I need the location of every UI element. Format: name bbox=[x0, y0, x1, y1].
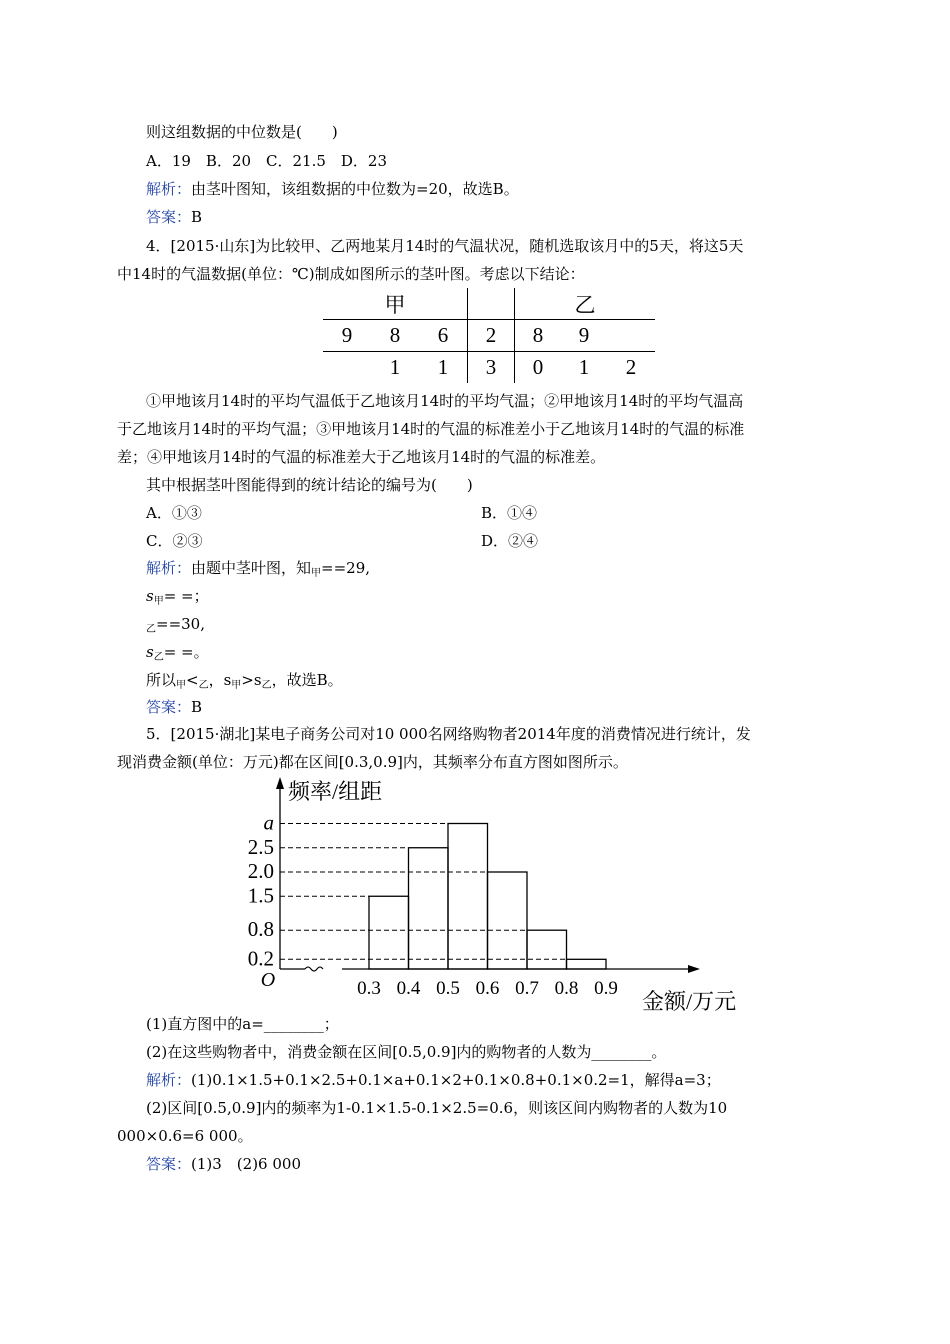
answer-label: 答案： bbox=[146, 208, 192, 226]
axis-break bbox=[305, 967, 323, 971]
subscript: 乙 bbox=[198, 680, 209, 691]
q4-analysis-3 bbox=[146, 614, 205, 637]
q4-line2: 中14时的气温数据(单位：℃)制成如图所示的茎叶图。考虑以下结论： bbox=[117, 265, 585, 283]
answer-text: B bbox=[191, 698, 203, 716]
y-tick-label: 1.5 bbox=[247, 883, 274, 908]
y-axis-title: 频率/组距 bbox=[288, 779, 383, 804]
histogram-bar bbox=[527, 930, 567, 969]
x-tick-label: 0.6 bbox=[475, 978, 500, 999]
q3-answer bbox=[146, 207, 202, 227]
y-tick-label: 0.8 bbox=[247, 917, 274, 942]
analysis-text: ==29, bbox=[321, 559, 371, 577]
leaf bbox=[607, 320, 655, 352]
text: 所以 bbox=[146, 671, 177, 689]
x-tick-label: 0.4 bbox=[396, 978, 421, 999]
q4-question: 其中根据茎叶图能得到的统计结论的编号为( ) bbox=[146, 476, 473, 494]
leaf: 1 bbox=[437, 355, 449, 379]
subscript: 甲 bbox=[231, 680, 242, 691]
q4-conclusion-2: 于乙地该月14时的平均气温；③甲地该月14时的气温的标准差小于乙地该月14时的气温的标准 bbox=[117, 420, 745, 438]
histogram-bar bbox=[409, 848, 449, 969]
leaf: 1 bbox=[578, 355, 590, 379]
stem: 3 bbox=[468, 352, 515, 384]
x-tick-label: 0.5 bbox=[436, 978, 460, 999]
analysis-text: (1)0.1×1.5+0.1×2.5+0.1×a+0.1×2+0.1×0.8+0.1×0.2=1，解得a=3； bbox=[191, 1071, 721, 1089]
analysis-text: = =； bbox=[163, 587, 209, 605]
option-d: D．②④ bbox=[481, 532, 539, 550]
leaf: 2 bbox=[625, 355, 637, 379]
y-axis-arrow bbox=[276, 777, 284, 789]
x-tick-label: 0.9 bbox=[594, 978, 618, 999]
x-axis-arrow bbox=[688, 965, 700, 973]
y-tick-label: a bbox=[263, 810, 274, 835]
analysis-label: 解析： bbox=[146, 1071, 192, 1089]
stem-leaf-row bbox=[323, 352, 655, 384]
leaf: 8 bbox=[532, 323, 544, 347]
q5-answer bbox=[146, 1154, 301, 1174]
analysis-text: ==30, bbox=[156, 615, 205, 633]
y-tick-label: 2.0 bbox=[247, 859, 274, 883]
q5-sub2: (2)在这些购物者中，消费金额在区间[0.5,0.9]内的购物者的人数为________。 bbox=[146, 1043, 667, 1061]
analysis-label: 解析： bbox=[146, 559, 192, 577]
subscript: 乙 bbox=[146, 624, 156, 635]
leaf bbox=[323, 352, 371, 384]
q4-conclusion-text bbox=[146, 670, 343, 693]
histogram-bar bbox=[369, 896, 409, 969]
q4-line1: 4．[2015·山东]为比较甲、乙两地某月14时的气温状况，随机选取该月中的5天，将这5天 bbox=[146, 237, 744, 255]
frequency-histogram bbox=[230, 775, 750, 1020]
subscript: 甲 bbox=[153, 596, 164, 607]
stem-leaf-table bbox=[323, 288, 655, 383]
analysis-text: s bbox=[146, 587, 154, 605]
text: ，s bbox=[208, 671, 232, 689]
q3-analysis bbox=[146, 179, 519, 199]
leaf: 9 bbox=[578, 323, 590, 347]
text: ，故选B。 bbox=[271, 671, 343, 689]
answer-label: 答案： bbox=[146, 1155, 192, 1173]
histogram-bar bbox=[448, 824, 488, 970]
option-b: B．①④ bbox=[481, 504, 538, 522]
analysis-label: 解析： bbox=[146, 180, 192, 198]
q5-sub1: (1)直方图中的a=________； bbox=[146, 1015, 339, 1033]
stem-leaf-row bbox=[323, 320, 655, 352]
histogram-bar bbox=[567, 959, 607, 969]
text: < bbox=[186, 671, 199, 689]
x-tick-label: 0.8 bbox=[554, 978, 579, 999]
q4-conclusion-1: ①甲地该月14时的平均气温低于乙地该月14时的平均气温；②甲地该月14时的平均气温高 bbox=[146, 392, 744, 410]
leaf: 0 bbox=[532, 355, 544, 379]
q4-answer bbox=[146, 697, 202, 717]
q4-conclusion-3: 差；④甲地该月14时的气温的标准差大于乙地该月14时的气温的标准差。 bbox=[117, 448, 606, 466]
q3-options: A．19 B．20 C．21.5 D．23 bbox=[146, 152, 388, 170]
text: >s bbox=[241, 671, 262, 689]
q5-analysis-2: (2)区间[0.5,0.9]内的频率为1-0.1×1.5-0.1×2.5=0.6，则该区间内购物者的人数为10 bbox=[146, 1099, 728, 1117]
leaf: 6 bbox=[437, 323, 449, 347]
header-jia: 甲 bbox=[384, 292, 406, 317]
subscript: 甲 bbox=[176, 680, 187, 691]
analysis-text: 由茎叶图知，该组数据的中位数为=20，故选B。 bbox=[191, 180, 519, 198]
answer-text: B bbox=[191, 208, 203, 226]
x-tick-label: 0.7 bbox=[515, 978, 539, 999]
stem: 2 bbox=[468, 320, 515, 352]
answer-text: (1)3 (2)6 000 bbox=[191, 1155, 301, 1173]
leaf: 8 bbox=[389, 323, 401, 347]
q5-line2: 现消费金额(单位：万元)都在区间[0.3,0.9]内，其频率分布直方图如图所示。 bbox=[117, 753, 628, 771]
q5-line1: 5．[2015·湖北]某电子商务公司对10 000名网络购物者2014年度的消费情况进行统计，发 bbox=[146, 725, 751, 743]
y-tick-label: 0.2 bbox=[247, 946, 274, 971]
origin-label: O bbox=[260, 969, 276, 991]
histogram-bar bbox=[488, 872, 528, 969]
subscript: 甲 bbox=[311, 568, 322, 579]
option-a: A．①③ bbox=[146, 504, 202, 522]
header-yi: 乙 bbox=[574, 292, 596, 317]
stem-leaf-header bbox=[323, 288, 655, 320]
q3-stem: 则这组数据的中位数是( ) bbox=[146, 123, 338, 141]
option-c: C．②③ bbox=[146, 532, 203, 550]
analysis-text: 由题中茎叶图，知 bbox=[191, 559, 312, 577]
subscript: 乙 bbox=[153, 652, 164, 663]
q5-analysis-3: 000×0.6=6 000。 bbox=[117, 1127, 253, 1145]
x-tick-label: 0.3 bbox=[357, 978, 381, 999]
answer-label: 答案： bbox=[146, 698, 192, 716]
q5-analysis-1 bbox=[146, 1070, 721, 1090]
leaf: 1 bbox=[389, 355, 401, 379]
q4-analysis-4 bbox=[146, 642, 209, 665]
subscript: 乙 bbox=[261, 680, 272, 691]
analysis-text: s bbox=[146, 643, 154, 661]
x-axis-title: 金额/万元 bbox=[642, 989, 737, 1014]
q4-analysis-2 bbox=[146, 586, 209, 609]
analysis-text: = =。 bbox=[163, 643, 209, 661]
y-tick-label: 2.5 bbox=[247, 834, 274, 859]
leaf: 9 bbox=[341, 323, 353, 347]
q4-analysis-1 bbox=[146, 558, 370, 581]
